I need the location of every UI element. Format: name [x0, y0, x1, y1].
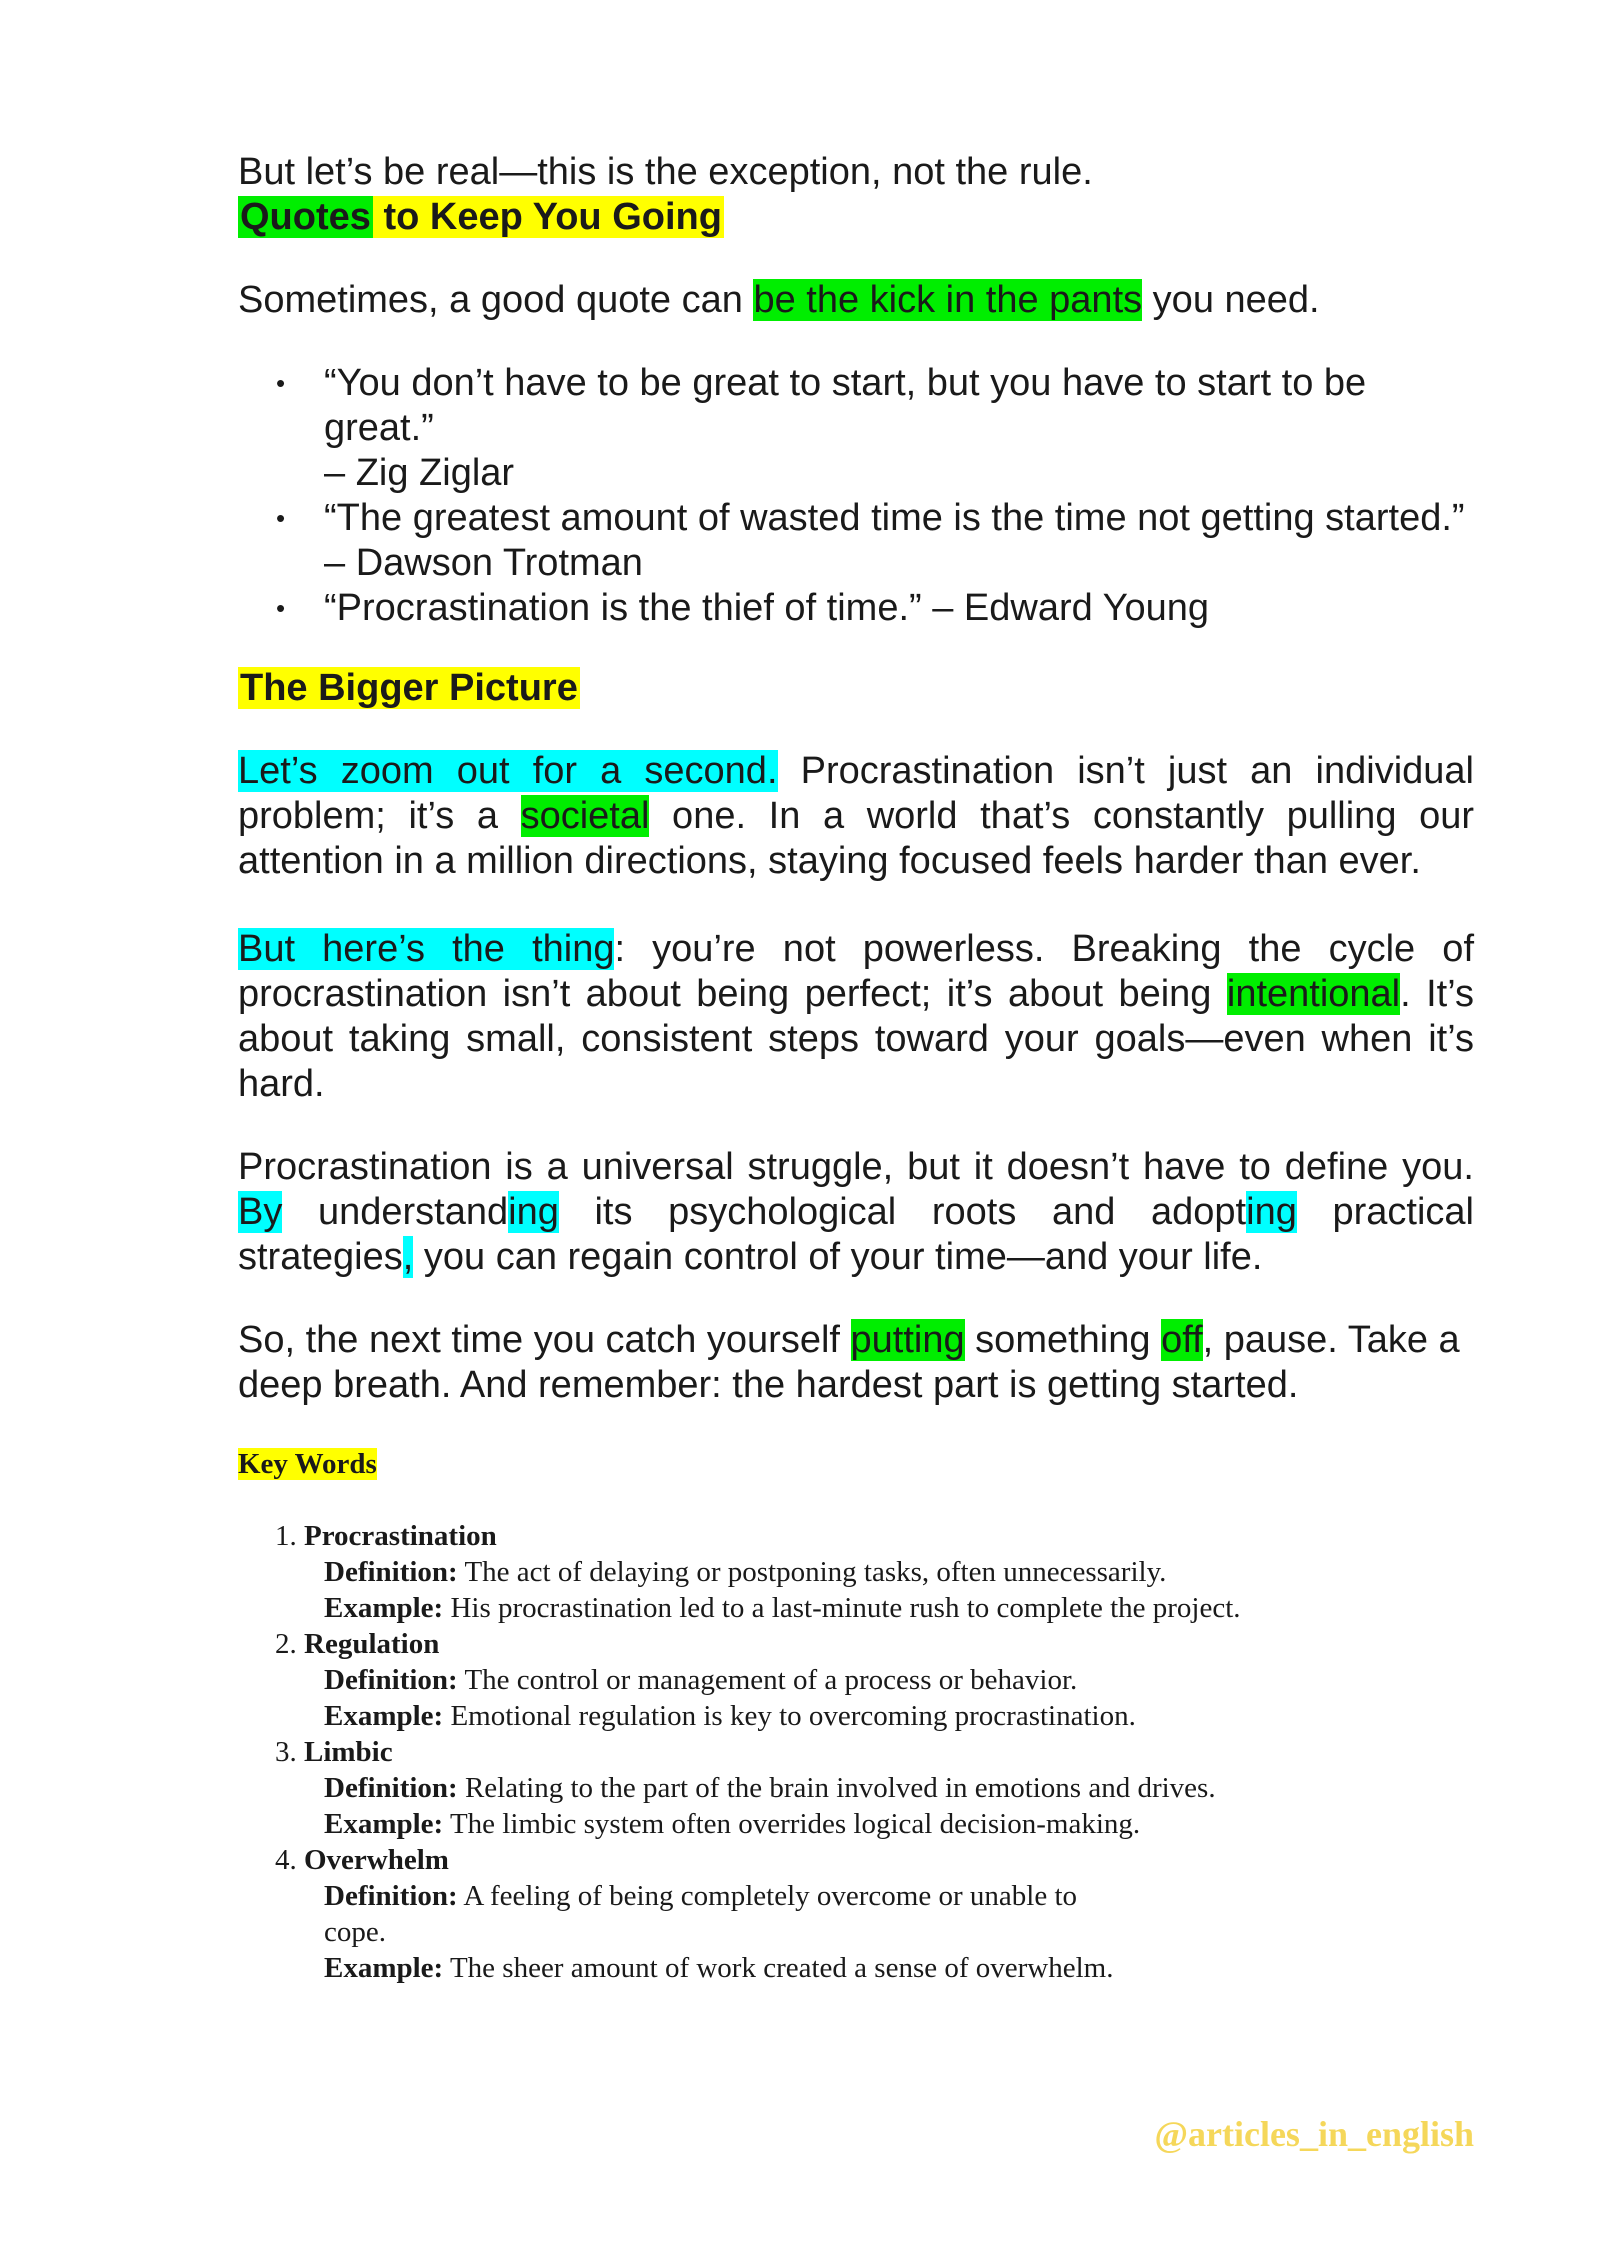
list-item: [238, 1734, 1474, 1842]
quotes-heading: [238, 195, 1474, 240]
list-item: [238, 586, 1474, 631]
term-line: [238, 1734, 1474, 1770]
highlight: By: [238, 1191, 283, 1233]
term: Regulation: [304, 1628, 440, 1660]
text: : you’re not powerless. Breaking the cycle of procrastination isn’t about being perfect; it’s about being: [238, 928, 1474, 1015]
term-line: [238, 1518, 1474, 1554]
bullet-icon: •: [276, 368, 286, 398]
quote-text: “Procrastination is the thief of time.” – Edward Young: [324, 587, 1210, 629]
list-item: [238, 1842, 1474, 1986]
example-line: [238, 1806, 1474, 1842]
term: Procrastination: [304, 1520, 497, 1552]
definition-text: Relating to the part of the brain involved in emotions and drives.: [457, 1772, 1216, 1804]
term-line: [238, 1842, 1474, 1878]
example-label: Example:: [324, 1592, 444, 1624]
text: something: [964, 1319, 1162, 1361]
paragraph-2: [238, 927, 1474, 1107]
quotes-list: [238, 361, 1474, 631]
list-item: [238, 496, 1474, 586]
example-line: [238, 1950, 1474, 1986]
paragraph-3: [238, 1145, 1474, 1280]
quotes-heading-rest: to Keep You Going: [372, 196, 722, 238]
bullet-icon: •: [276, 503, 286, 533]
highlight: ing: [508, 1191, 559, 1233]
list-item: [238, 1626, 1474, 1734]
text: , pause. Take a deep breath. And remember: the hardest part is getting started.: [238, 1319, 1460, 1406]
text: its psychological roots and adopt: [558, 1191, 1247, 1233]
quote-author: – Zig Ziglar: [324, 452, 515, 494]
highlight: ,: [402, 1236, 414, 1278]
watermark: @articles_in_english: [1154, 2114, 1474, 2154]
document-page: [238, 150, 1474, 1986]
term-line: [238, 1626, 1474, 1662]
text: Procrastination is a universal struggle, but it doesn’t have to define you.: [238, 1146, 1474, 1188]
key-words-list: [238, 1518, 1474, 1986]
item-number: 2.: [275, 1628, 297, 1660]
item-number: 4.: [275, 1844, 297, 1876]
example-label: Example:: [324, 1952, 444, 1984]
text: . It’s about taking small, consistent steps toward your goals—even when it’s hard.: [238, 973, 1474, 1105]
highlight: But here’s the thing: [238, 928, 615, 970]
item-number: 3.: [275, 1736, 297, 1768]
highlight: off: [1161, 1319, 1203, 1361]
text: understand: [282, 1191, 509, 1233]
example-line: [238, 1698, 1474, 1734]
key-words-section: [238, 1446, 1474, 1986]
intro-line: But let’s be real—this is the exception, not the rule.: [238, 151, 1093, 193]
term: Limbic: [304, 1736, 393, 1768]
bullet-icon: •: [276, 593, 286, 623]
quotes-heading-highlight: Quotes: [240, 196, 371, 238]
highlight: ing: [1246, 1191, 1297, 1233]
highlight: societal: [520, 795, 650, 837]
bigger-picture-heading-text: The Bigger Picture: [240, 667, 578, 709]
definition-label: Definition:: [324, 1664, 458, 1696]
definition-label: Definition:: [324, 1772, 458, 1804]
highlight: intentional: [1226, 973, 1401, 1015]
definition-label: Definition:: [324, 1556, 458, 1588]
example-text: His procrastination led to a last-minute rush to complete the project.: [443, 1592, 1241, 1624]
example-label: Example:: [324, 1808, 444, 1840]
highlight: Let’s zoom out for a second.: [238, 750, 778, 792]
definition-line: [238, 1878, 1134, 1950]
paragraph-1: [238, 749, 1474, 884]
quote-intro-text-end: you need.: [1142, 279, 1320, 321]
key-words-title: [238, 1446, 1474, 1482]
quote-intro-highlight: be the kick in the pants: [753, 279, 1143, 321]
paragraph-4: [238, 1318, 1474, 1408]
quote-author: – Dawson Trotman: [324, 542, 643, 584]
quote-intro-text: Sometimes, a good quote can: [238, 279, 754, 321]
example-text: The sheer amount of work created a sense of overwhelm.: [443, 1952, 1114, 1984]
example-label: Example:: [324, 1700, 444, 1732]
list-item: [238, 1518, 1474, 1626]
text: So, the next time you catch yourself: [238, 1319, 851, 1361]
definition-line: [238, 1662, 1474, 1698]
definition-label: Definition:: [324, 1880, 458, 1912]
example-text: Emotional regulation is key to overcoming procrastination.: [443, 1700, 1136, 1732]
text: practical strategies: [238, 1191, 1474, 1278]
highlight: putting: [850, 1319, 965, 1361]
definition-text: A feeling of being completely overcome or unable to cope.: [324, 1880, 1077, 1948]
bigger-picture-heading: [238, 666, 1474, 711]
example-text: The limbic system often overrides logical decision-making.: [443, 1808, 1141, 1840]
quote-text: “You don’t have to be great to start, but you have to start to be great.”: [324, 362, 1367, 449]
quote-text: “The greatest amount of wasted time is the time not getting started.”: [324, 497, 1465, 539]
item-number: 1.: [275, 1520, 297, 1552]
key-words-title-text: Key Words: [238, 1448, 377, 1480]
definition-line: [238, 1770, 1474, 1806]
quote-intro: [238, 278, 1474, 323]
text: one. In a world that’s constantly pulling our attention in a million directions, staying focused feels harder than ever.: [238, 795, 1474, 882]
definition-text: The control or management of a process or behavior.: [457, 1664, 1078, 1696]
definition-text: The act of delaying or postponing tasks, often unnecessarily.: [457, 1556, 1167, 1588]
list-item: [238, 361, 1474, 496]
example-line: [238, 1590, 1474, 1626]
text: Procrastination isn’t just an individual problem; it’s a: [238, 750, 1474, 837]
term: Overwhelm: [304, 1844, 449, 1876]
text: you can regain control of your time—and your life.: [413, 1236, 1263, 1278]
definition-line: [238, 1554, 1474, 1590]
